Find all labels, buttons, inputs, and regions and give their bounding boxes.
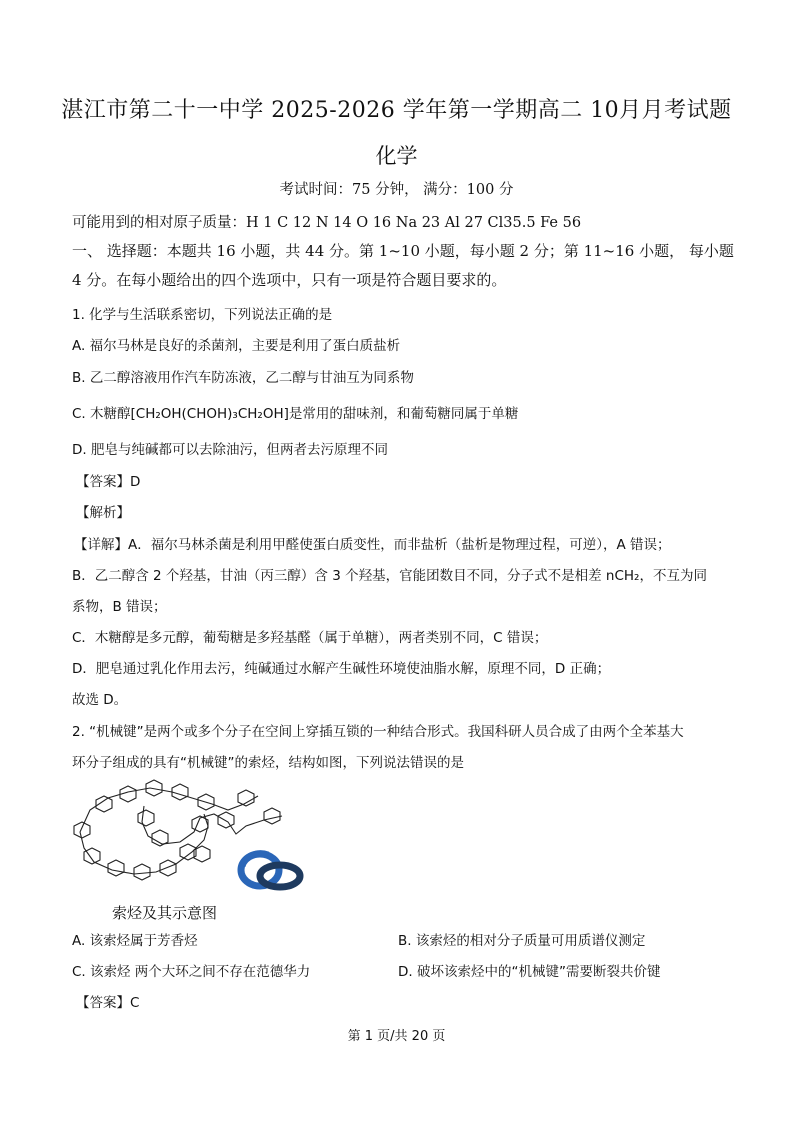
q2-option-b: B. 该索烃的相对分子质量可用质谱仪测定 <box>398 933 646 949</box>
q1-option-b: B. 乙二醇溶液用作汽车防冻液，乙二醇与甘油互为同系物 <box>72 370 414 386</box>
q1-detail-line: 系物，B 错误； <box>72 599 167 615</box>
benzene-ring-icon <box>218 812 234 828</box>
exam-time-info: 考试时间：75 分钟， 满分：100 分 <box>279 182 514 198</box>
benzene-ring-icon <box>108 860 124 876</box>
benzene-ring-icon <box>134 864 150 880</box>
q1-analysis-tag: 【解析】 <box>76 505 130 521</box>
benzene-ring-icon <box>84 848 100 864</box>
benzene-ring-icon <box>264 808 280 824</box>
catenane-structure-figure <box>68 770 308 895</box>
benzene-ring-icon <box>74 822 90 838</box>
benzene-ring-icon <box>160 860 176 876</box>
q1-answer: 【答案】D <box>76 474 141 490</box>
document-title: 湛江市第二十一中学 2025-2026 学年第一学期高二 10月月考试题 <box>61 98 732 123</box>
benzene-ring-icon <box>238 790 254 806</box>
q2-answer: 【答案】C <box>76 995 140 1011</box>
q1-detail-line: C．木糖醇是多元醇，葡萄糖是多羟基醛（属于单糖），两者类别不同，C 错误； <box>72 630 548 646</box>
figure-caption: 索烃及其示意图 <box>112 904 218 922</box>
q1-detail-line: D．肥皂通过乳化作用去污，纯碱通过水解产生碱性环境使油脂水解，原理不同，D 正确； <box>72 661 611 677</box>
macrocycle-bond-path <box>142 806 282 844</box>
q2-option-d: D. 破坏该索烃中的“机械键”需要断裂共价键 <box>398 964 661 980</box>
benzene-ring-icon <box>172 784 188 800</box>
q1-detail-line: 【详解】A．福尔马林杀菌是利用甲醛使蛋白质变性，而非盐析（盐析是物理过程，可逆），A 错误； <box>74 537 671 553</box>
subject-title: 化学 <box>375 144 418 168</box>
q2-stem-line2: 环分子组成的具有“机械键”的索烃，结构如图，下列说法错误的是 <box>72 755 464 771</box>
benzene-ring-icon <box>138 810 154 826</box>
q1-detail-line: B．乙二醇含 2 个羟基，甘油（丙三醇）含 3 个羟基，官能团数目不同，分子式不是相差 nCH₂，不互为同 <box>72 568 707 584</box>
page-footer: 第 1 页/共 20 页 <box>347 1029 446 1044</box>
benzene-ring-icon <box>152 830 168 846</box>
q1-option-a: A. 福尔马林是良好的杀菌剂，主要是利用了蛋白质盐析 <box>72 338 401 354</box>
q1-stem: 1. 化学与生活联系密切，下列说法正确的是 <box>72 307 333 323</box>
interlocked-rings-icon <box>241 854 300 887</box>
q2-stem-line1: 2. “机械键”是两个或多个分子在空间上穿插互锁的一种结合形式。我国科研人员合成了由两个全苯基大 <box>72 724 684 740</box>
q2-option-c: C. 该索烃 两个大环之间不存在范德华力 <box>72 964 311 980</box>
q1-detail-line: 故选 D。 <box>72 692 128 708</box>
q1-option-c: C. 木糖醇[CH₂OH(CHOH)₃CH₂OH]是常用的甜味剂，和葡萄糖同属于单糖 <box>72 406 519 422</box>
q2-option-a: A. 该索烃属于芳香烃 <box>72 933 198 949</box>
section-instruction-line1: 一、 选择题：本题共 16 小题，共 44 分。第 1~10 小题，每小题 2 分；第 11~16 小题， 每小题 <box>72 242 734 260</box>
q1-option-d: D. 肥皂与纯碱都可以去除油污，但两者去污原理不同 <box>72 442 388 458</box>
section-instruction-line2: 4 分。在每小题给出的四个选项中，只有一项是符合题目要求的。 <box>72 271 507 289</box>
atomic-mass-line: 可能用到的相对原子质量：H 1 C 12 N 14 O 16 Na 23 Al 27 Cl35.5 Fe 56 <box>72 215 582 231</box>
